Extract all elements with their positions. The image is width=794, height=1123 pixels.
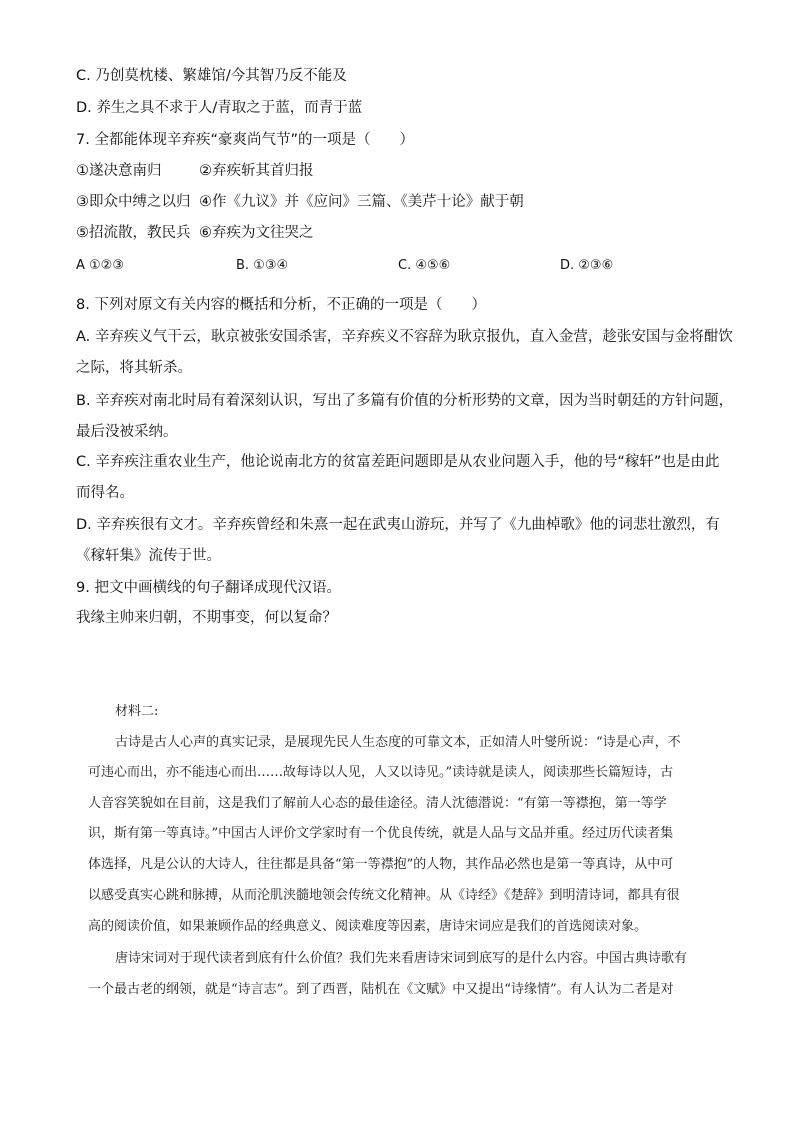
q7-choice-c: C. ④⑤⑥ (398, 258, 451, 273)
q8-option-a-line2: 之际，将其斩杀。 (76, 360, 192, 376)
q7-item-6: ⑥弃疾为文往哭之 (199, 225, 314, 241)
material-two-line: 可违心而出，亦不能违心而出……故每诗以人见，人又以诗见。”读诗就是读人，阅读那些长篇短诗，古 (88, 765, 674, 780)
q9-stem: 9. 把文中画横线的句子翻译成现代汉语。 (76, 580, 341, 596)
q8-option-a-line1: A. 辛弃疾义气干云，耿京被张安国杀害，辛弃疾义不容辞为耿京报仇，直入金营，趁张安国与金将酣饮 (76, 329, 733, 345)
q8-option-b-line1: B. 辛弃疾对南北时局有着深刻认识，写出了多篇有价值的分析形势的文章，因为当时朝廷的方针问题， (76, 393, 734, 409)
q7-item-4: ④作《九议》并《应问》三篇、《美芹十论》献于朝 (199, 194, 524, 210)
q7-choice-b: B. ①③④ (236, 258, 289, 273)
q8-option-b-line2: 最后没被采纳。 (76, 424, 178, 440)
material-two-line: 唐诗宋词对于现代读者到底有什么价值？我们先来看唐诗宋词到底写的是什么内容。中国古典诗歌有 (115, 951, 688, 966)
material-two-line: 体选择，凡是公认的大诗人，往往都是具备“第一等襟抱”的人物，其作品必然也是第一等真诗，从中可 (88, 857, 674, 872)
q7-item-2: ②弃疾斩其首归报 (199, 163, 314, 179)
q7-item-1: ①遂决意南归 (76, 163, 162, 179)
q7-item-3: ③即众中缚之以归 (76, 194, 191, 210)
q7-choice-d: D. ②③⑥ (560, 258, 614, 273)
material-two-line: 识，斯有第一等真诗。”中国古人评价文学家时有一个优良传统，就是人品与文品并重。经过历代读者集 (88, 826, 674, 841)
q7-stem: 7. 全都能体现辛弃疾“豪爽尚气节”的一项是（ ） (76, 132, 414, 148)
q8-option-d-line2: 《稼轩集》流传于世。 (76, 548, 221, 564)
q6-option-d: D. 养生之具不求于人/青取之于蓝，而青于蓝 (76, 100, 363, 116)
material-two-line: 古诗是古人心声的真实记录，是展现先民人生态度的可靠文本，正如清人叶燮所说：“诗是心声，不 (115, 735, 681, 750)
q8-option-c-line2: 而得名。 (76, 485, 134, 501)
q7-choice-a: A ①②③ (76, 258, 124, 273)
material-two-line: 人音容笑貌如在目前，这是我们了解前人心态的最佳途径。清人沈德潜说：“有第一等襟抱，第一等学 (88, 796, 667, 811)
material-two-title: 材料二: (115, 704, 159, 719)
material-two-line: 以感受真实心跳和脉搏，从而沦肌浃髓地领会传统文化精神。从《诗经》《楚辞》到明清诗词，都具有很 (88, 888, 680, 903)
q8-stem: 8. 下列对原文有关内容的概括和分析，不正确的一项是（ ） (76, 297, 486, 313)
q8-option-d-line1: D. 辛弃疾很有文才。辛弃疾曾经和朱熹一起在武夷山游玩，并写了《九曲棹歌》他的词悲壮激烈，有 (76, 517, 720, 533)
q6-option-c: C. 乃创莫枕楼、繁雄馆/今其智乃反不能及 (76, 68, 347, 84)
material-two-line: 一个最古老的纲领，就是“诗言志”。到了西晋，陆机在《文赋》中又提出“诗缘情”。有人认为二者是对 (88, 982, 674, 997)
material-two-line: 高的阅读价值，如果兼顾作品的经典意义、阅读难度等因素，唐诗宋词应是我们的首选阅读对象。 (88, 919, 648, 934)
q8-option-c-line1: C. 辛弃疾注重农业生产，他论说南北方的贫富差距问题即是从农业问题入手，他的号“稼轩”也是由此 (76, 454, 720, 470)
q7-item-5: ⑤招流散，教民兵 (76, 225, 191, 241)
q9-sentence: 我缘主帅来归朝，不期事变，何以复命？ (76, 610, 337, 626)
